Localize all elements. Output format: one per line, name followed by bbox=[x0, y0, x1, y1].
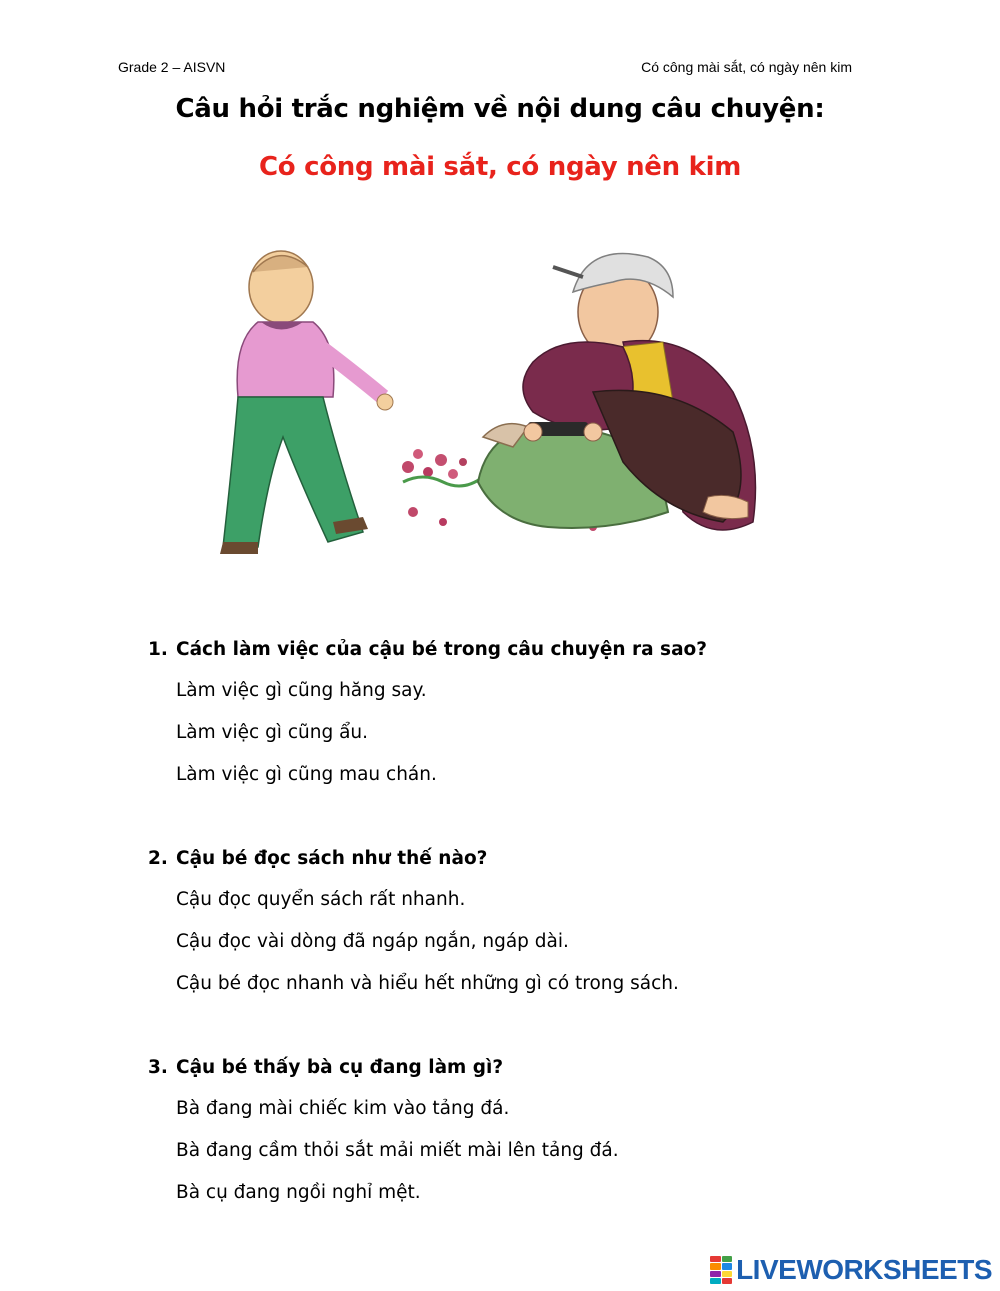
question-3 bbox=[148, 1054, 868, 1206]
question-2-text: Cậu bé đọc sách như thế nào? bbox=[176, 847, 488, 869]
header-story-title: Có công mài sắt, có ngày nên kim bbox=[641, 59, 852, 75]
story-title: Có công mài sắt, có ngày nên kim bbox=[258, 152, 741, 182]
question-3-number: 3. bbox=[148, 1056, 168, 1078]
question-2 bbox=[148, 845, 868, 997]
question-2-option-b[interactable]: Cậu đọc vài dòng đã ngáp ngắn, ngáp dài. bbox=[176, 931, 569, 952]
question-2-title bbox=[148, 845, 868, 871]
question-2-option-a[interactable]: Cậu đọc quyển sách rất nhanh. bbox=[176, 889, 466, 910]
boy-figure bbox=[220, 251, 393, 554]
question-1 bbox=[148, 636, 868, 788]
question-3-option-c[interactable]: Bà cụ đang ngồi nghỉ mệt. bbox=[176, 1182, 421, 1203]
question-1-option-a[interactable]: Làm việc gì cũng hăng say. bbox=[176, 680, 427, 701]
question-1-number: 1. bbox=[148, 638, 168, 660]
story-illustration bbox=[213, 222, 778, 572]
question-2-option-c[interactable]: Cậu bé đọc nhanh và hiểu hết những gì có trong sách. bbox=[176, 973, 679, 994]
question-3-option-b[interactable]: Bà đang cầm thỏi sắt mải miết mài lên tảng đá. bbox=[176, 1140, 619, 1161]
question-1-option-b[interactable]: Làm việc gì cũng ẩu. bbox=[176, 722, 369, 743]
question-3-title bbox=[148, 1054, 868, 1080]
logo-text: LIVEWORKSHEETS bbox=[736, 1254, 992, 1285]
header-grade: Grade 2 – AISVN bbox=[118, 59, 226, 75]
page-title: Câu hỏi trắc nghiệm về nội dung câu chuyện: bbox=[175, 94, 825, 124]
question-2-number: 2. bbox=[148, 847, 168, 869]
question-1-text: Cách làm việc của cậu bé trong câu chuyện ra sao? bbox=[176, 638, 707, 660]
liveworksheets-logo bbox=[710, 1254, 992, 1286]
logo-badge-icon bbox=[710, 1256, 732, 1284]
question-1-title bbox=[148, 636, 868, 662]
question-1-option-c[interactable]: Làm việc gì cũng mau chán. bbox=[176, 764, 437, 785]
question-3-option-a[interactable]: Bà đang mài chiếc kim vào tảng đá. bbox=[176, 1098, 510, 1119]
question-3-text: Cậu bé thấy bà cụ đang làm gì? bbox=[176, 1056, 504, 1078]
